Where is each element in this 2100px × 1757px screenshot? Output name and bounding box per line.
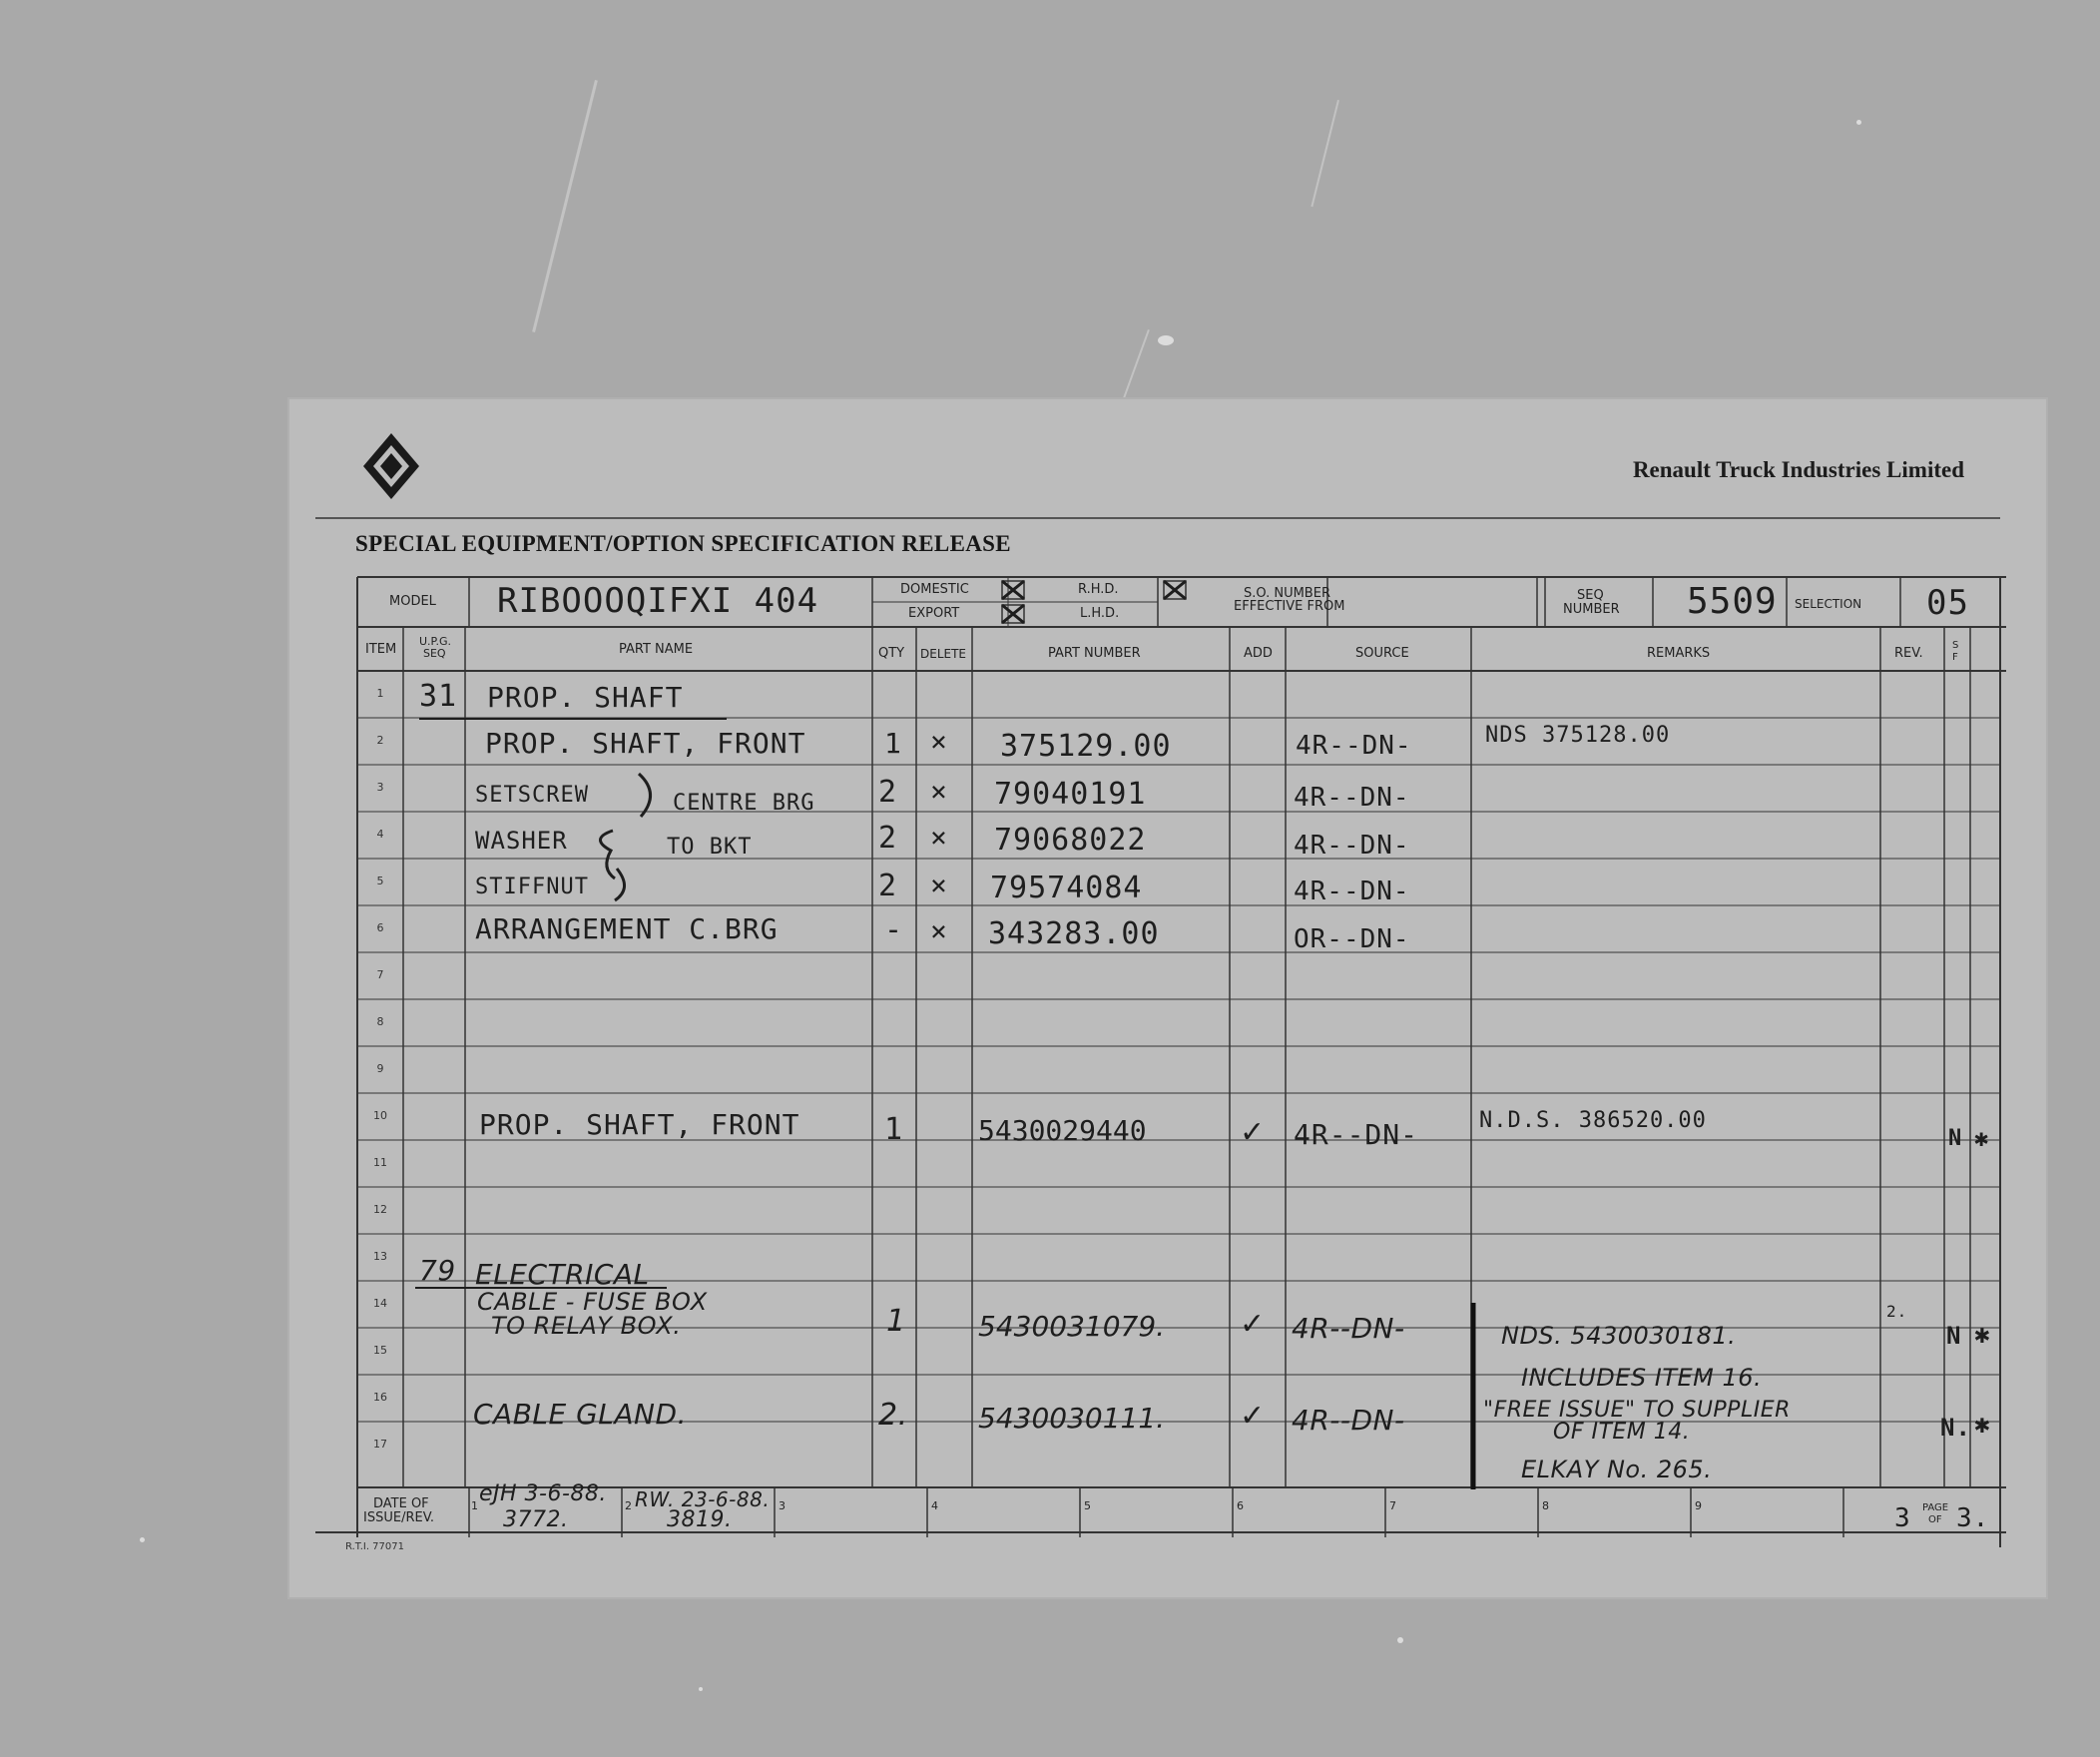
qty: - bbox=[884, 912, 904, 947]
part-number: 5430030111. bbox=[978, 1402, 1166, 1435]
item-number: 9 bbox=[376, 1062, 384, 1075]
speck bbox=[1856, 120, 1861, 125]
col-delete: DELETE bbox=[920, 647, 967, 661]
part-number: 5430029440 bbox=[978, 1114, 1147, 1147]
seq-number-label: NUMBER bbox=[1563, 602, 1620, 617]
speck bbox=[1158, 335, 1174, 345]
part-name: ARRANGEMENT C.BRG bbox=[475, 912, 779, 945]
qty: 2 bbox=[878, 775, 898, 810]
upg-seq: 79 bbox=[419, 1254, 456, 1287]
speck bbox=[699, 1687, 703, 1691]
issue-rev-label: ISSUE/REV. bbox=[363, 1510, 435, 1525]
part-name: WASHER bbox=[475, 827, 568, 855]
item-number: 15 bbox=[373, 1344, 387, 1357]
model-label: MODEL bbox=[389, 594, 436, 609]
qty: 1 bbox=[886, 1304, 906, 1339]
remarks: N.D.S. 386520.00 bbox=[1479, 1108, 1707, 1133]
col-add: ADD bbox=[1244, 646, 1273, 661]
page-of-label: OF bbox=[1928, 1514, 1942, 1525]
part-name: SETSCREW bbox=[475, 783, 589, 808]
source: OR--DN- bbox=[1294, 924, 1410, 954]
item-number: 11 bbox=[373, 1156, 387, 1169]
rev-2-date: RW. 23-6-88. bbox=[635, 1487, 771, 1511]
qty: 2 bbox=[878, 821, 898, 856]
remarks: NDS. 5430030181. bbox=[1501, 1322, 1737, 1350]
source: 4R--DN- bbox=[1294, 783, 1410, 813]
rev-slot-number: 2 bbox=[625, 1499, 632, 1512]
item-number: 1 bbox=[376, 687, 384, 700]
scratch bbox=[532, 80, 598, 332]
rev-slot-number: 6 bbox=[1237, 1499, 1244, 1512]
speck bbox=[140, 1537, 145, 1542]
selection-label: SELECTION bbox=[1795, 597, 1862, 611]
rhd-label: R.H.D. bbox=[1078, 582, 1119, 597]
part-name: CABLE GLAND. bbox=[473, 1398, 687, 1431]
rev-slot-number: 7 bbox=[1389, 1499, 1396, 1512]
col-remarks: REMARKS bbox=[1647, 646, 1711, 661]
seq-label: SEQ bbox=[1577, 588, 1604, 603]
part-number: 79068022 bbox=[994, 823, 1147, 858]
lhd-label: L.H.D. bbox=[1080, 606, 1120, 621]
part-name: CABLE - FUSE BOX bbox=[477, 1288, 708, 1316]
rev-value: 2. bbox=[1886, 1302, 1908, 1321]
col-rev: REV. bbox=[1894, 646, 1923, 661]
source: 4R--DN- bbox=[1292, 1404, 1405, 1437]
seq-value: 5509 bbox=[1687, 581, 1778, 622]
asterisk-icon: ✱ bbox=[1974, 1410, 1991, 1440]
upg-seq: 31 bbox=[419, 679, 458, 714]
asterisk-icon: ✱ bbox=[1974, 1320, 1991, 1350]
part-number: 79040191 bbox=[994, 777, 1147, 812]
part-name: STIFFNUT bbox=[475, 875, 589, 899]
remarks: NDS 375128.00 bbox=[1485, 723, 1671, 748]
add-check-icon: ✓ bbox=[1240, 1115, 1266, 1150]
col-part-name: PART NAME bbox=[619, 642, 694, 657]
form-title: SPECIAL EQUIPMENT/OPTION SPECIFICATION RELEASE bbox=[355, 531, 1011, 556]
rev-slot-number: 8 bbox=[1542, 1499, 1549, 1512]
source: 4R--DN- bbox=[1294, 877, 1410, 906]
col-qty: QTY bbox=[878, 646, 905, 661]
scratch bbox=[1311, 100, 1339, 207]
company-name: Renault Truck Industries Limited bbox=[1632, 457, 1964, 482]
source: 4R--DN- bbox=[1292, 1312, 1405, 1345]
part-name: ELECTRICAL bbox=[475, 1258, 650, 1291]
delete-mark: × bbox=[930, 914, 948, 947]
part-number: 79574084 bbox=[990, 871, 1143, 905]
part-name: PROP. SHAFT, FRONT bbox=[479, 1108, 800, 1141]
model-value: RIBOOOQIFXI 404 bbox=[497, 581, 819, 621]
item-number: 8 bbox=[376, 1015, 384, 1028]
item-number: 17 bbox=[373, 1438, 387, 1451]
part-name-line-2: TO RELAY BOX. bbox=[491, 1312, 682, 1340]
so-number-label: S.O. NUMBER bbox=[1244, 586, 1330, 601]
item-number: 3 bbox=[376, 781, 384, 794]
export-label: EXPORT bbox=[908, 606, 960, 621]
date-of-label: DATE OF bbox=[373, 1496, 429, 1511]
col-s: S bbox=[1952, 640, 1959, 651]
s-flag: N bbox=[1946, 1322, 1962, 1350]
rev-slot-number: 4 bbox=[931, 1499, 938, 1512]
part-name: PROP. SHAFT, FRONT bbox=[485, 727, 806, 760]
specification-sheet bbox=[289, 399, 2046, 1597]
page-number: 3 bbox=[1894, 1503, 1911, 1533]
asterisk-icon: ✱ bbox=[1974, 1124, 1990, 1152]
part-name: PROP. SHAFT bbox=[487, 681, 684, 714]
qty: 2 bbox=[878, 869, 898, 903]
rev-slot-number: 3 bbox=[779, 1499, 786, 1512]
delete-mark: × bbox=[930, 725, 948, 758]
domestic-label: DOMESTIC bbox=[900, 582, 969, 597]
item-number: 14 bbox=[373, 1297, 387, 1310]
page-label: PAGE bbox=[1922, 1502, 1949, 1513]
col-upg: U.P.G. bbox=[419, 635, 451, 648]
speck bbox=[1397, 1637, 1403, 1643]
remarks: "FREE ISSUE" TO SUPPLIER bbox=[1483, 1398, 1791, 1423]
item-number: 10 bbox=[373, 1109, 387, 1122]
part-number: 5430031079. bbox=[978, 1310, 1166, 1343]
qty: 1 bbox=[884, 1112, 904, 1147]
remarks: INCLUDES ITEM 16. bbox=[1521, 1364, 1763, 1392]
source: 4R--DN- bbox=[1294, 831, 1410, 861]
effective-from-label: EFFECTIVE FROM bbox=[1234, 599, 1345, 614]
delete-mark: × bbox=[930, 821, 948, 854]
col-part-number: PART NUMBER bbox=[1048, 646, 1141, 661]
form-code: R.T.I. 77071 bbox=[345, 1541, 404, 1552]
item-number: 13 bbox=[373, 1250, 387, 1263]
item-number: 12 bbox=[373, 1203, 387, 1216]
qty: 1 bbox=[884, 727, 902, 760]
part-number: 375129.00 bbox=[1000, 729, 1172, 764]
remarks-line-2: OF ITEM 14. bbox=[1553, 1420, 1691, 1445]
delete-mark: × bbox=[930, 869, 948, 901]
rev-1-ref: 3772. bbox=[503, 1507, 569, 1532]
item-number: 7 bbox=[376, 968, 384, 981]
source: 4R--DN- bbox=[1296, 731, 1412, 761]
source: 4R--DN- bbox=[1294, 1118, 1419, 1151]
part-number: 343283.00 bbox=[988, 916, 1160, 951]
qty: 2. bbox=[878, 1398, 908, 1433]
delete-mark: × bbox=[930, 775, 948, 808]
rev-slot-number: 1 bbox=[471, 1499, 478, 1512]
bracket-note: CENTRE BRG bbox=[673, 791, 815, 816]
rev-2-ref: 3819. bbox=[667, 1507, 733, 1532]
page-total: 3. bbox=[1956, 1503, 1990, 1533]
col-source: SOURCE bbox=[1355, 646, 1409, 661]
rev-slot-number: 5 bbox=[1084, 1499, 1091, 1512]
bracket-note: TO BKT bbox=[667, 835, 753, 860]
item-number: 4 bbox=[376, 828, 384, 841]
item-number: 5 bbox=[376, 875, 384, 887]
item-number: 6 bbox=[376, 921, 384, 934]
s-flag: N. bbox=[1940, 1414, 1971, 1442]
selection-value: 05 bbox=[1926, 583, 1969, 623]
remarks: ELKAY No. 265. bbox=[1521, 1456, 1713, 1483]
s-flag: N bbox=[1948, 1126, 1963, 1151]
rev-1-date: eJH 3-6-88. bbox=[479, 1481, 607, 1506]
col-f: F bbox=[1952, 652, 1958, 663]
rev-slot-number: 9 bbox=[1695, 1499, 1702, 1512]
add-check-icon: ✓ bbox=[1240, 1399, 1266, 1434]
add-check-icon: ✓ bbox=[1240, 1307, 1266, 1342]
col-item: ITEM bbox=[365, 642, 397, 657]
item-number: 16 bbox=[373, 1391, 387, 1404]
col-upg-seq: SEQ bbox=[423, 647, 446, 660]
item-number: 2 bbox=[376, 734, 384, 747]
